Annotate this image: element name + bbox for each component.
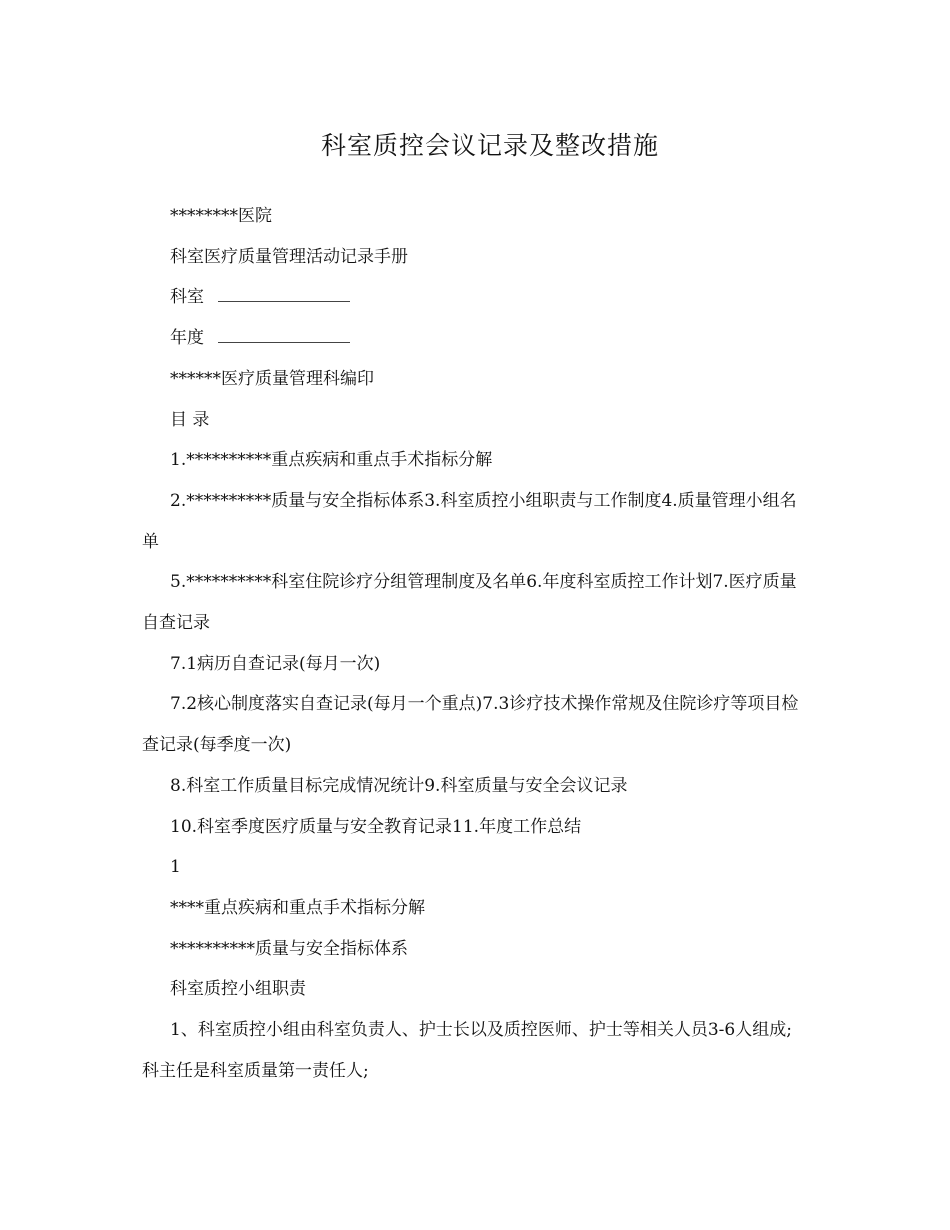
section-heading: 科室质控小组职责 bbox=[170, 979, 306, 1000]
page-number: 1 bbox=[170, 857, 181, 878]
document-title: 科室质控会议记录及整改措施 bbox=[320, 131, 659, 160]
document-body bbox=[142, 196, 802, 1091]
year-field bbox=[142, 318, 802, 359]
publisher-line: ******医疗质量管理科编印 bbox=[170, 368, 374, 389]
dept-label: 科室 bbox=[170, 287, 204, 308]
year-blank-line bbox=[218, 328, 350, 343]
section-heading: **********质量与安全指标体系 bbox=[170, 938, 408, 959]
toc-item: 5.**********科室住院诊疗分组管理制度及名单6.年度科室质控工作计划7.医疗质量自查记录 bbox=[142, 572, 797, 634]
toc-item: 2.**********质量与安全指标体系3.科室质控小组职责与工作制度4.质量管理小组名单 bbox=[142, 490, 797, 552]
toc-item: 7.1病历自查记录(每月一次) bbox=[170, 653, 381, 674]
toc-heading: 目 录 bbox=[170, 409, 210, 430]
toc-item: 1.**********重点疾病和重点手术指标分解 bbox=[170, 450, 493, 471]
toc-item: 8.科室工作质量目标完成情况统计9.科室质量与安全会议记录 bbox=[170, 775, 628, 796]
toc-item: 7.2核心制度落实自查记录(每月一个重点)7.3诊疗技术操作常规及住院诊疗等项目检查记录(每季度一次) bbox=[142, 694, 799, 756]
dept-blank-line bbox=[218, 287, 350, 302]
body-paragraph: 1、科室质控小组由科室负责人、护士长以及质控医师、护士等相关人员3-6人组成;科主任是科室质量第一责任人; bbox=[142, 1020, 792, 1081]
toc-item: 10.科室季度医疗质量与安全教育记录11.年度工作总结 bbox=[170, 816, 582, 837]
dept-field bbox=[142, 277, 802, 318]
year-label: 年度 bbox=[170, 328, 204, 349]
handbook-title: 科室医疗质量管理活动记录手册 bbox=[170, 246, 408, 267]
hospital-name: ********医院 bbox=[170, 206, 272, 226]
section-heading: ****重点疾病和重点手术指标分解 bbox=[170, 897, 425, 918]
